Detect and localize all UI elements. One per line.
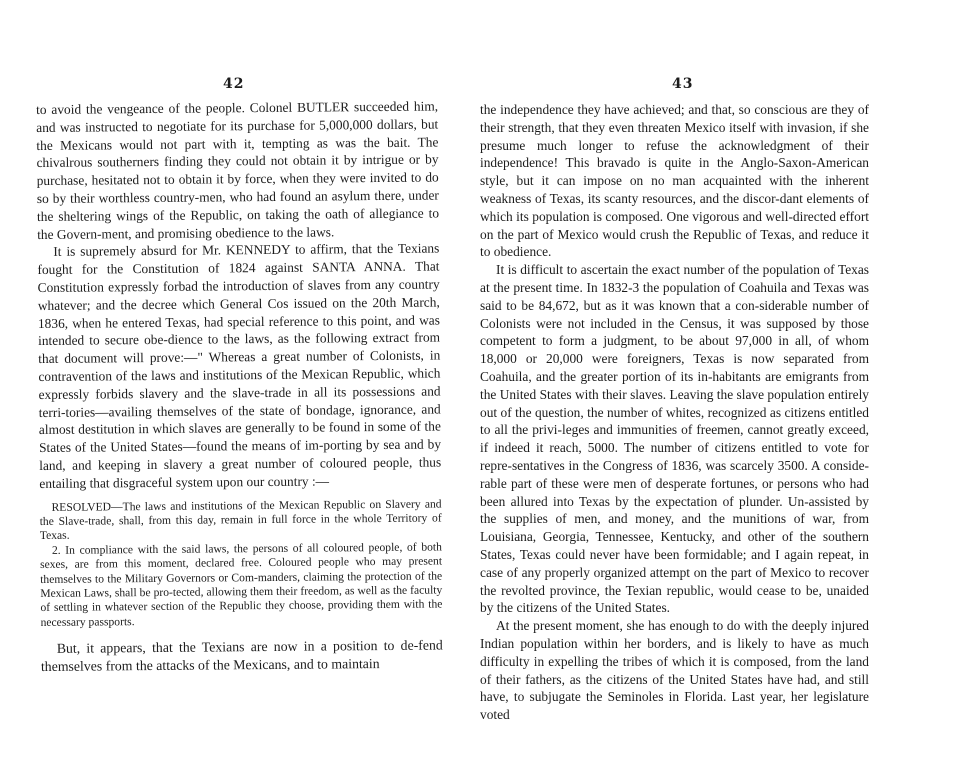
left-page	[0, 0, 480, 770]
right-page	[480, 0, 980, 770]
left-text-column	[36, 97, 443, 675]
right-paragraph-2: It is difficult to ascertain the exact number of the population of Texas at the present time. In 1832-3 the population of Coahuila and Texas was said to be 84,672, but as it was known that a con-siderable number of Colonists were not included in the Census, it was supposed by those competent to form a judgment, to be about 97,000 in all, of whom 18,000 or 20,000 were foreigners, Texas is now separated from Coahuila, and the greater portion of its in-habitants are emigrants from the United States with their slaves. Leaving the slave population entirely out of the question, the number of whites, recognized as citizens entitled to all the privi-leges and immunities of freemen, cannot greatly exceed, if indeed it reach, 5000. The number of citizens entitled to vote for repre-sentatives in the Congress of 1836, was scarcely 3500. A conside-rable part of these were men of desperate fortunes, or persons who had been allured into Texas by the expectation of plunder. Un-assisted by the supplies of men, and money, and the munitions of war, from Louisiana, Georgia, Tennessee, Kentucky, and other of the southern States, Texas could never have been formidable; and I again repeat, in case of any properly organized attempt on the part of Mexico to recover the revolted province, the Texian republic, would cease to be, unaided by the citizens of the United States.	[480, 262, 869, 616]
left-paragraph-2: It is supremely absurd for Mr. KENNEDY to affirm, that the Texians fought for the Constitution of 1824 against SANTA ANNA. That Constitution expressly forbad the introduction of slaves from any country whatever; and the decree which General Cos issued on the 20th March, 1836, when he entered Texas, had special reference to this point, and was intended to secure obe-dience to the laws, as the following extract from that document will prove:—" Whereas a great number of Colonists, in contravention of the laws and institutions of the Mexican Republic, which expressly forbids slavery and the slave-trade in all its possessions and terri-tories—availing themselves of the state of bondage, ignorance, and almost destitution in which slaves are generally to be found in some of the States of the United States—found the means of im-porting by sea and by land, and keeping in slavery a great number of coloured people, thus entailing that disgraceful system upon our country :—	[37, 240, 442, 491]
left-paragraph-1: to avoid the vengeance of the people. Colonel BUTLER succeeded him, and was instructed to negotiate for its purchase for 5,000,000 dollars, but the Mexicans would not part with it, tempting as was the bait. The chivalrous southerners finding they could not obtain it by intrigue or by purchase, hesitated not to obtain it by force, when they were invited to do so by their worthless country-men, who had found an asylum there, under the sheltering wings of the Republic, on taking the oath of allegiance to the Govern-ment, and promising obedience to the laws.	[36, 98, 440, 242]
resolution-extract	[39, 497, 442, 630]
resolution-clause-2: 2. In compliance with the said laws, the persons of all coloured people, of both sexes, are from this moment, declared free. Coloured people who may present themselves to the Military Governors or Com-manders, claiming the protection of the Mexican Laws, shall be pro-tected, allowing them their freedom, as well as the faculty of settling in whatever section of the Republic they choose, providing them with the necessary passports.	[39, 540, 443, 629]
page-number-left: 42	[223, 76, 245, 92]
resolution-clause-1: RESOLVED—The laws and institutions of the Mexican Republic on Slavery and the Slave-trade, shall, from this day, remain in full force in the whole Territory of Texas.	[39, 497, 442, 543]
right-paragraph-3: At the present moment, she has enough to do with the deeply injured Indian population within her borders, and is likely to have as much difficulty in expelling the tribes of which it is composed, from the land of their fathers, as the citizens of the United States have had, and still have, to subjugate the Seminoles in Florida. Last year, her legislature voted	[480, 618, 869, 723]
page-number-right: 43	[672, 76, 694, 92]
right-paragraph-1: the independence they have achieved; and that, so conscious are they of their strength, that they even threaten Mexico itself with invasion, if she presume much longer to refuse the acknowledgment of their independence! This bravado is quite in the Anglo-Saxon-American style, but it can impose on no man acquainted with the inherent weakness of Texas, its scanty resources, and the discor-dant elements of which its population is composed. One vigorous and well-directed effort on the part of Mexico would crush the Republic of Texas, and reduce it to obedience.	[480, 102, 869, 260]
right-text-column	[480, 101, 869, 724]
left-closing-paragraph: But, it appears, that the Texians are now in a position to de-fend themselves from the attacks of the Mexicans, and to maintain	[40, 637, 443, 674]
